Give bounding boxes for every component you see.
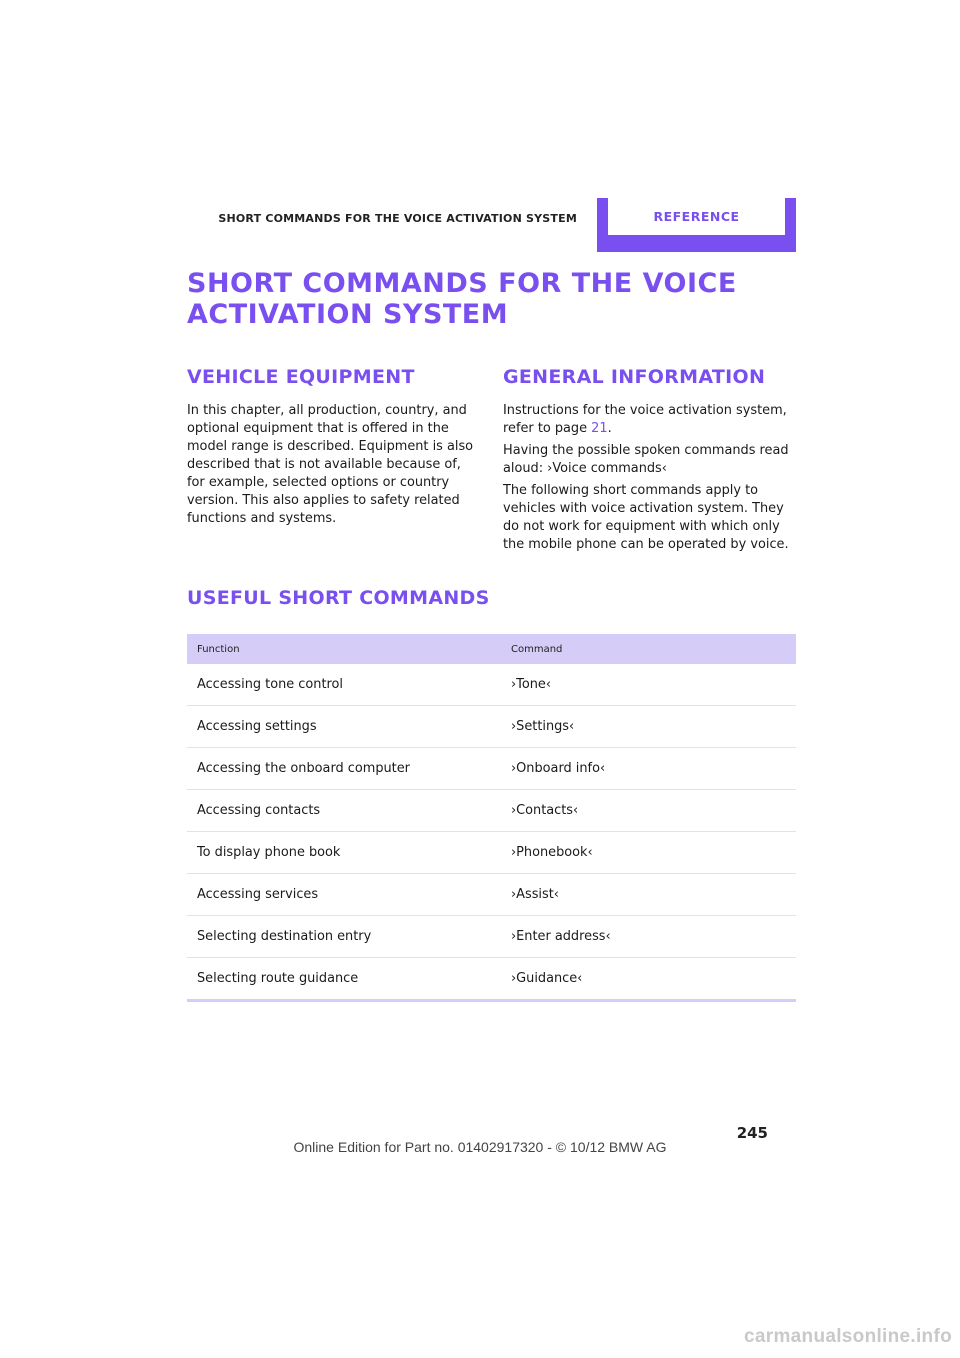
function-cell: Accessing contacts xyxy=(187,790,501,832)
command-cell: ›Contacts‹ xyxy=(501,790,796,832)
page-title-line-2: ACTIVATION SYSTEM xyxy=(187,299,509,330)
table-row xyxy=(187,958,796,1001)
table-row xyxy=(187,874,796,916)
general-information-text xyxy=(503,402,797,558)
command-cell: ›Assist‹ xyxy=(501,874,796,916)
general-information-paragraph-2: Having the possible spoken commands read aloud: ›Voice commands‹ xyxy=(503,443,789,476)
function-cell: To display phone book xyxy=(187,832,501,874)
general-information-heading: GENERAL INFORMATION xyxy=(503,366,766,388)
vehicle-equipment-text xyxy=(187,402,480,532)
commands-table xyxy=(187,634,796,1002)
general-information-paragraph-3: The following short commands apply to vehicles with voice activation system. They do not work for equipment with which only the mobile phone can be operated by voice. xyxy=(503,483,789,552)
function-cell: Selecting route guidance xyxy=(187,958,501,1001)
command-cell: ›Phonebook‹ xyxy=(501,832,796,874)
table-row xyxy=(187,706,796,748)
command-cell: ›Guidance‹ xyxy=(501,958,796,1001)
table-row xyxy=(187,832,796,874)
running-head-title: SHORT COMMANDS FOR THE VOICE ACTIVATION SYSTEM xyxy=(218,212,577,225)
section-tab xyxy=(597,198,796,252)
table-row xyxy=(187,664,796,706)
page-title-line-1: SHORT COMMANDS FOR THE VOICE xyxy=(187,268,737,299)
p1-prefix: Instructions for the voice activation system, refer to page xyxy=(503,403,787,436)
table-row xyxy=(187,748,796,790)
function-cell: Accessing the onboard computer xyxy=(187,748,501,790)
watermark: carmanualsonline.info xyxy=(744,1326,952,1347)
function-cell: Selecting destination entry xyxy=(187,916,501,958)
command-cell: ›Onboard info‹ xyxy=(501,748,796,790)
function-cell: Accessing tone control xyxy=(187,664,501,706)
table-header-row xyxy=(187,634,796,664)
section-tab-label: REFERENCE xyxy=(608,198,785,235)
vehicle-equipment-paragraph: In this chapter, all production, country, and optional equipment that is offered in the model range is described. Equipment is also described that is not available because of, for example, selected options or country version. This also applies to safety related functions and systems. xyxy=(187,403,474,526)
useful-commands-heading: USEFUL SHORT COMMANDS xyxy=(187,587,490,609)
column-header-function: Function xyxy=(187,634,501,664)
command-cell: ›Tone‹ xyxy=(501,664,796,706)
general-information-paragraph-1 xyxy=(503,402,797,438)
function-cell: Accessing services xyxy=(187,874,501,916)
column-header-command: Command xyxy=(501,634,796,664)
table-row xyxy=(187,790,796,832)
command-cell: ›Settings‹ xyxy=(501,706,796,748)
command-cell: ›Enter address‹ xyxy=(501,916,796,958)
page-title xyxy=(187,268,737,330)
page-number: 245 xyxy=(736,1124,768,1142)
page-link[interactable]: 21 xyxy=(591,421,608,436)
function-cell: Accessing settings xyxy=(187,706,501,748)
p1-suffix: . xyxy=(607,421,612,436)
edition-footer: Online Edition for Part no. 01402917320 - © 10/12 BMW AG xyxy=(293,1139,667,1155)
vehicle-equipment-heading: VEHICLE EQUIPMENT xyxy=(187,366,415,388)
table-row xyxy=(187,916,796,958)
